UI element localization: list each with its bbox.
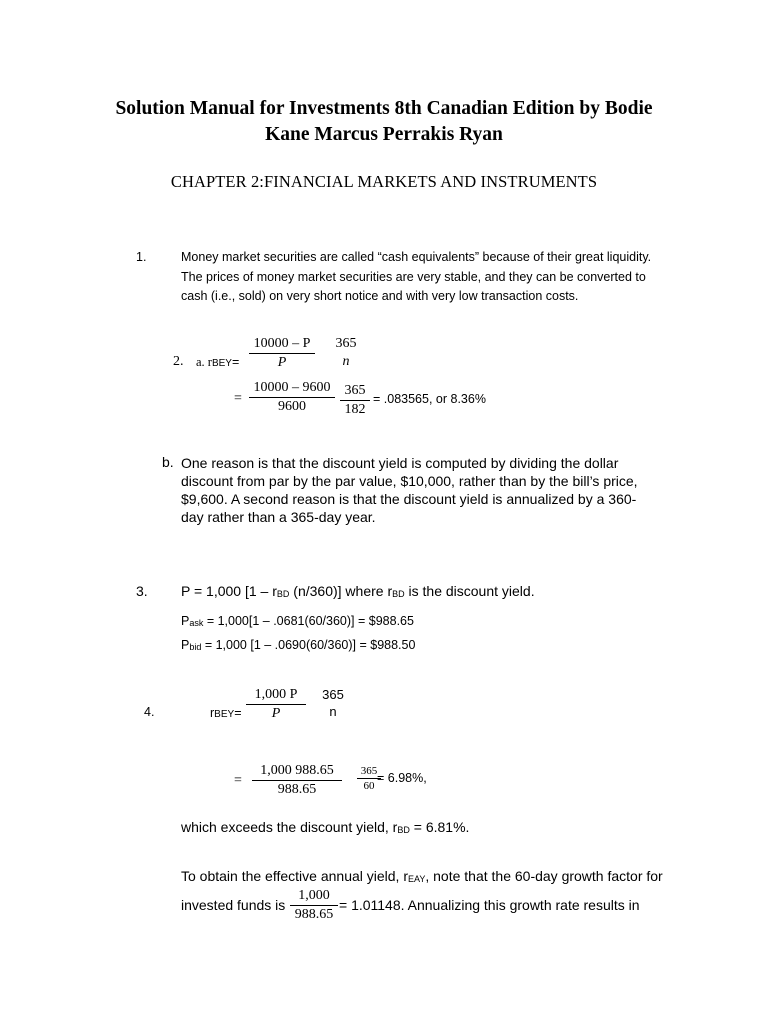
chapter-heading: CHAPTER 2:FINANCIAL MARKETS AND INSTRUMENTS bbox=[170, 172, 598, 191]
q3-bid-p: P bbox=[181, 638, 190, 652]
q4-eay-pre: To obtain the effective annual yield, r bbox=[181, 868, 409, 884]
q4-eay-subscript: EAY bbox=[408, 874, 426, 884]
q3-ask-p: P bbox=[181, 614, 190, 628]
q4-number: 4. bbox=[144, 705, 155, 719]
q4-rbey-label bbox=[210, 706, 242, 720]
q3-formula bbox=[181, 583, 535, 599]
q3-bid-price bbox=[181, 638, 415, 652]
q2-result: = .083565, or 8.36% bbox=[373, 392, 486, 406]
q2-fraction-days-numerator: 365 bbox=[335, 336, 357, 351]
q4-eay-text bbox=[181, 868, 663, 884]
q2-fraction-price-numerator: 10000 – P bbox=[249, 336, 315, 354]
q2b-line-4: day rather than a 365-day year. bbox=[181, 509, 376, 525]
q2b-label: b. bbox=[162, 454, 174, 470]
q3-bid-subscript: bid bbox=[189, 642, 202, 652]
q4-invested-pre: invested funds is bbox=[181, 897, 286, 913]
q2-equals-sign: = bbox=[231, 355, 240, 369]
q4-exceeds-subscript: BD bbox=[397, 825, 410, 835]
q4-fraction-days-values-denominator: 60 bbox=[363, 780, 375, 792]
q2-fraction-days-values bbox=[340, 383, 370, 418]
q4-exceeds-text bbox=[181, 819, 469, 835]
q2b-line-1: One reason is that the discount yield is computed by dividing the dollar bbox=[181, 455, 619, 471]
q2-fraction-days-values-denominator: 182 bbox=[344, 402, 366, 417]
q2-fraction-values-denominator: 9600 bbox=[278, 399, 306, 414]
q4-result: = 6.98%, bbox=[377, 771, 427, 785]
q3-bid-rest: = 1,000 [1 – .0690(60/360)] = $988.50 bbox=[201, 638, 416, 652]
q3-ask-rest: = 1,000[1 – .0681(60/360)] = $988.65 bbox=[203, 614, 414, 628]
q1-text bbox=[181, 248, 651, 307]
q2-fraction-days bbox=[329, 336, 363, 370]
q2b-text bbox=[181, 454, 638, 526]
q3-number: 3. bbox=[136, 583, 148, 599]
q2-fraction-price-denominator: P bbox=[277, 355, 287, 370]
q4-invested-post: = 1.01148. Annualizing this growth rate results in bbox=[339, 897, 640, 913]
q4-fraction-growth-numerator: 1,000 bbox=[290, 888, 338, 906]
q2-rbey-label bbox=[196, 355, 239, 370]
q4-eay-post: , note that the 60-day growth factor for bbox=[425, 868, 663, 884]
document-title bbox=[60, 96, 708, 148]
q4-fraction-growth bbox=[290, 888, 338, 923]
q4-fraction-values-numerator: 1,000 988.65 bbox=[252, 763, 342, 781]
q3-formula-rest: (n/360)] where r bbox=[289, 583, 393, 599]
q4-exceeds-post: = 6.81%. bbox=[409, 819, 470, 835]
q4-fraction-days-values-numerator: 365 bbox=[357, 765, 381, 779]
q4-fraction-growth-denominator: 988.65 bbox=[294, 907, 334, 922]
q2-part-a-label: a. r bbox=[196, 355, 212, 369]
q4-fraction-days-numerator: 365 bbox=[322, 687, 344, 702]
q4-fraction-price-numerator: 1,000 P bbox=[246, 687, 306, 705]
q4-fraction-days-denominator: n bbox=[329, 704, 337, 719]
q4-bey-subscript: BEY bbox=[214, 709, 235, 720]
q1-line-3: cash (i.e., sold) on very short notice and with very low transaction costs. bbox=[181, 289, 579, 303]
q4-fraction-price-denominator: P bbox=[271, 706, 281, 721]
q2-fraction-days-values-numerator: 365 bbox=[340, 383, 370, 401]
q1-number: 1. bbox=[136, 250, 147, 264]
q2-equals-line2: = bbox=[234, 391, 242, 406]
q3-ask-price bbox=[181, 614, 414, 628]
q1-line-2: The prices of money market securities are very stable, and they can be converted to bbox=[181, 269, 646, 284]
q4-fraction-values-denominator: 988.65 bbox=[277, 782, 317, 797]
q2-fraction-days-denominator: n bbox=[342, 354, 350, 369]
q3-formula-end: is the discount yield. bbox=[404, 583, 535, 599]
q4-fraction-values bbox=[252, 763, 342, 798]
q4-exceeds-pre: which exceeds the discount yield, r bbox=[181, 819, 398, 835]
q4-rbey-equals: = bbox=[234, 706, 242, 720]
q3-formula-p: P = 1,000 [1 – r bbox=[181, 583, 277, 599]
q4-fraction-price bbox=[246, 687, 306, 722]
q4-fraction-days bbox=[316, 687, 350, 719]
title-line-2: Kane Marcus Perrakis Ryan bbox=[265, 124, 503, 145]
q3-ask-subscript: ask bbox=[189, 618, 204, 628]
q2-number: 2. bbox=[173, 354, 184, 369]
q1-line-1: Money market securities are called “cash equivalents” because of their great liquidity. bbox=[181, 250, 652, 264]
q3-bd-subscript: BD bbox=[276, 589, 290, 599]
q4-rbey-r: r bbox=[210, 706, 215, 720]
q4-equals-line2: = bbox=[234, 773, 242, 788]
q2-fraction-values bbox=[249, 380, 335, 415]
q2-fraction-price bbox=[249, 336, 315, 371]
q2b-line-3: $9,600. A second reason is that the discount yield is annualized by a 360- bbox=[181, 491, 637, 507]
q2b-line-2: discount from par by the par value, $10,000, rather than by the bill’s price, bbox=[181, 473, 638, 489]
q3-bd-subscript-2: BD bbox=[392, 589, 405, 599]
q2-fraction-values-numerator: 10000 – 9600 bbox=[249, 380, 335, 398]
title-line-1: Solution Manual for Investments 8th Canadian Edition by Bodie bbox=[115, 98, 653, 119]
q2-bey-subscript: BEY bbox=[211, 358, 232, 369]
